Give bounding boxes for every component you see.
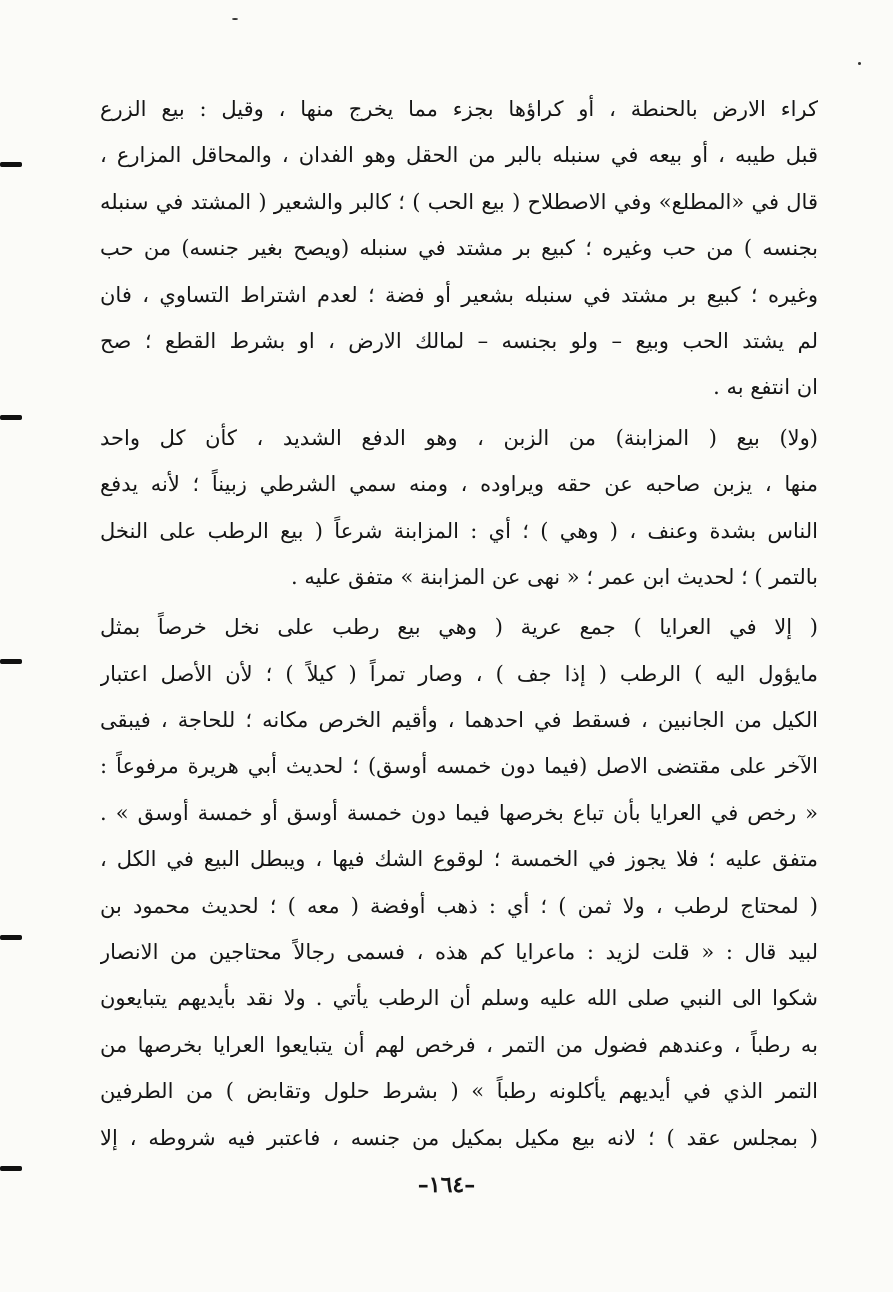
text-line: (ولا) بيع ( المزابنة) من الزبن ، وهو الدفع الشديد ، كأن كل واحد <box>100 425 818 450</box>
text-line: منها ، يزبن صاحبه عن حقه ويراوده ، ومنه سمي الشرطي زبيناً ؛ لأنه يدفع <box>100 472 818 497</box>
text-line: الكيل من الجانبين ، فسقط في احدهما ، وأقيم الخرص مكانه ؛ للحاجة ، فيبقى <box>100 708 818 733</box>
text-line: مايؤول اليه ) الرطب ( إذا جف ) ، وصار تمراً ( كيلاً ) ؛ لأن الأصل اعتبار <box>100 661 818 686</box>
margin-mark <box>0 935 22 940</box>
margin-mark <box>0 162 22 167</box>
text-line: لم يشتد الحب وبيع – ولو بجنسه – لمالك الارض ، او بشرط القطع ؛ صح <box>100 328 818 353</box>
margin-mark <box>0 1166 22 1171</box>
body-text <box>100 86 818 1161</box>
text-line: « رخص في العرايا بأن تباع بخرصها فيما دون خمسة أوسق أو خمسة أوسق » . <box>100 800 818 825</box>
text-line: قال في «المطلع» وفي الاصطلاح ( بيع الحب ) ؛ كالبر والشعير ( المشتد في سنبله <box>100 189 818 214</box>
text-line: ان انتفع به . <box>713 375 818 400</box>
scan-speck <box>232 18 238 20</box>
text-line: ( إلا في العرايا ) جمع عرية ( وهي بيع رطب على نخل خرصاً بمثل <box>100 615 818 640</box>
text-line: الناس بشدة وعنف ، ( وهي ) ؛ أي : المزابنة شرعاً ( بيع الرطب على النخل <box>100 518 818 543</box>
page-number: –١٦٤– <box>417 1172 476 1198</box>
text-line: ( بمجلس عقد ) ؛ لانه بيع مكيل بمكيل من جنسه ، فاعتبر فيه شروطه ، إلا <box>100 1125 818 1150</box>
text-line: لبيد قال : « قلت لزيد : ماعرايا كم هذه ، فسمى رجالاً محتاجين من الانصار <box>100 940 818 965</box>
margin-mark <box>0 659 22 664</box>
text-line: وغيره ؛ كبيع بر مشتد في سنبله بشعير أو فضة ؛ لعدم اشتراط التساوي ، فان <box>100 282 818 307</box>
text-line: متفق عليه ؛ فلا يجوز في الخمسة ؛ لوقوع الشك فيها ، ويبطل البيع في الكل ، <box>100 847 818 872</box>
scan-speck <box>858 62 861 65</box>
text-line: الآخر على مقتضى الاصل (فيما دون خمسه أوسق) ؛ لحديث أبي هريرة مرفوعاً : <box>100 754 818 779</box>
text-line: قبل طيبه ، أو بيعه في سنبله بالبر من الحقل وهو الفدان ، والمحاقل المزارع ، <box>100 143 818 168</box>
text-line: كراء الارض بالحنطة ، أو كراؤها بجزء مما يخرج منها ، وقيل : بيع الزرع <box>100 97 818 121</box>
text-line: التمر الذي في أيديهم يأكلونه رطباً » ( بشرط حلول وتقابض ) من الطرفين <box>100 1079 818 1104</box>
margin-mark <box>0 415 22 420</box>
text-line: بالتمر ) ؛ لحديث ابن عمر ؛ « نهى عن المزابنة » متفق عليه . <box>290 564 818 589</box>
text-line: بجنسه ) من حب وغيره ؛ كبيع بر مشتد في سنبله (ويصح بغير جنسه) من حب <box>100 236 818 261</box>
text-line: شكوا الى النبي صلى الله عليه وسلم أن الرطب يأتي . ولا نقد بأيديهم يتبايعون <box>100 986 818 1011</box>
text-line: ( لمحتاج لرطب ، ولا ثمن ) ؛ أي : ذهب أوفضة ( معه ) ؛ لحديث محمود بن <box>100 893 818 918</box>
text-line: به رطباً ، وعندهم فضول من التمر ، فرخص لهم أن يتبايعوا العرايا بخرصها من <box>100 1032 818 1057</box>
